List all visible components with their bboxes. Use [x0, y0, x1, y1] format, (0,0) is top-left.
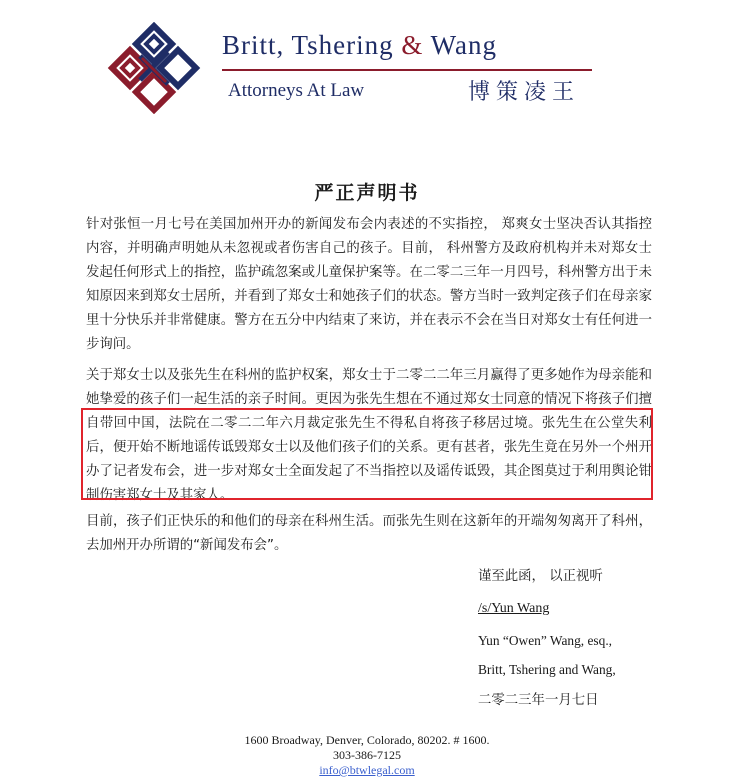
- signer-firm: Britt, Tshering and Wang,: [478, 662, 616, 677]
- paragraph-2: 关于郑女士以及张先生在科州的监护权案，郑女士于二零二二年三月赢得了更多她作为母亲能和她挚爱的孩子们一起生活的亲子时间。更因为张先生想在不通过郑女士同意的情况下将孩子们擅自带回中国，法院在二零二二年六月裁定张先生不得私自将孩子移居过境。张先生在公堂失利后，便开始不断地谣传诋毁郑女士以及他们孩子们的关系。更有甚者，张先生竟在另外一个州开办了记者发布会，进一步对郑女士全面发起了不当指控以及谣传诋毁，其企图莫过于利用舆论钳制伤害郑女士及其家人。: [86, 368, 652, 503]
- signer-name: Yun “Owen” Wang, esq.,: [478, 633, 613, 648]
- footer-phone: 303-386-7125: [333, 748, 401, 762]
- footer-address: 1600 Broadway, Denver, Colorado, 80202. # 1600.: [244, 733, 490, 747]
- letterhead: [0, 0, 734, 120]
- paragraph-1: 针对张恒一月七号在美国加州开办的新闻发布会内表述的不实指控， 郑爽女士坚决否认其指控内容，并明确声明她从未忽视或者伤害自己的孩子。目前， 科州警方及政府机构并未对郑女士发起任何形式上的指控，监护疏忽案或儿童保护案等。在二零二三年一月四号，科州警方出于未知原因来到郑女士居所，并看到了郑女士和她孩子们的状态。警方当时一致判定孩子们在母亲家里十分快乐并非常健康。警方在五分中内结束了来访，并在表示不会在当日对郑女士有任何进一步询问。: [86, 217, 652, 352]
- firm-chinese-name: 博策凌王: [468, 80, 581, 105]
- letterhead-rule: [222, 69, 592, 71]
- firm-tagline: Attorneys At Law: [228, 80, 365, 101]
- endless-knot-logo: [100, 22, 208, 114]
- closing-line: 谨至此函， 以正视听: [478, 569, 603, 584]
- firm-name: Britt, Tshering & Wang: [222, 30, 497, 60]
- document-title: 严正声明书: [314, 182, 420, 204]
- paragraph-3: 目前，孩子们正快乐的和他们的母亲在科州生活。而张先生则在这新年的开端匆匆离开了科州，去加州开办所谓的“新闻发布会”。: [86, 514, 652, 553]
- footer: [0, 733, 734, 778]
- signature-date: 二零二三年一月七日: [478, 693, 599, 708]
- signature: /s/Yun Wang: [478, 601, 550, 616]
- footer-email-link[interactable]: info@btwlegal.com: [319, 763, 415, 777]
